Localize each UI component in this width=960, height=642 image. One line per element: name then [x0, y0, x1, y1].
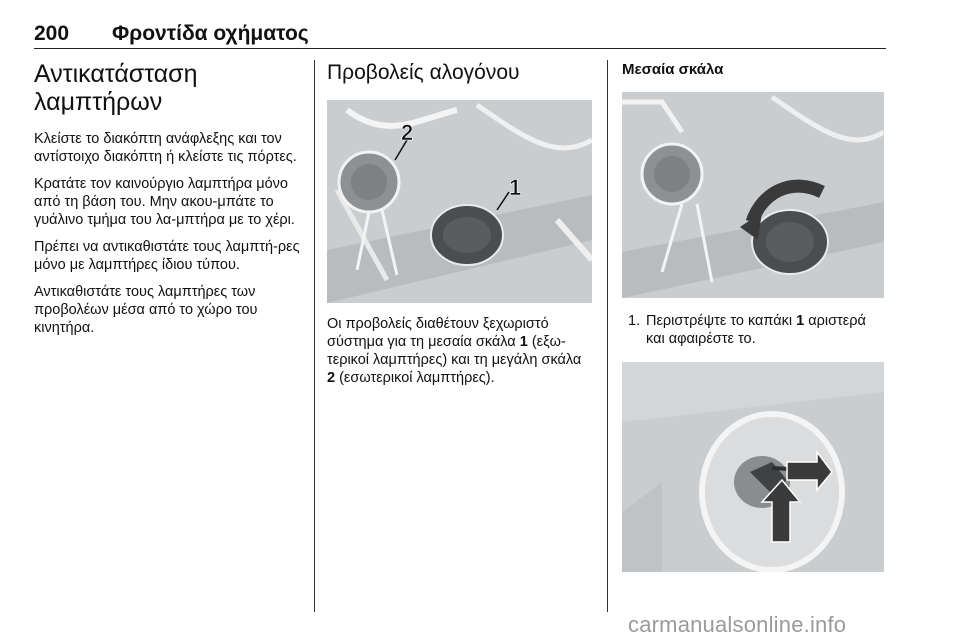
subsection-title-low-beam: Μεσαία σκάλα	[622, 61, 724, 78]
paragraph-separate-systems: Οι προβολείς διαθέτουν ξεχωριστό σύστημα για τη μεσαία σκάλα 1 (εξω-τερικοί λαμπτήρες) και τη μεγάλη σκάλα 2 (εσωτερικοί λαμπτήρες).	[327, 316, 582, 386]
section-title-halogen-headlights: Προβολείς αλογόνου	[327, 61, 520, 84]
title-line-1: Αντικατάσταση	[34, 60, 198, 88]
remove-bulb-illustration	[622, 362, 884, 572]
step-number: 1.	[628, 313, 641, 329]
ref-1: 1	[796, 313, 805, 329]
column-divider-right	[607, 60, 608, 612]
paragraph-same-type: Πρέπει να αντικαθιστάτε τους λαμπτή-ρες μόνο με λαμπτήρες ίδιου τύπου.	[34, 239, 300, 273]
column-left	[34, 60, 302, 346]
paragraph-ignition: Κλείστε το διακόπτη ανάφλεξης και τον αντίστοιχο διακόπτη ή κλείστε τις πόρτες.	[34, 131, 297, 165]
watermark: carmanualsonline.info	[628, 612, 847, 637]
ref-2: 2	[327, 370, 336, 386]
callout-1: 1	[509, 175, 522, 200]
column-middle	[327, 60, 592, 396]
callout-2: 2	[401, 120, 414, 145]
page-header	[34, 20, 886, 50]
page-number: 200	[34, 22, 70, 45]
ref-1: 1	[519, 334, 528, 350]
section-title-bulb-replacement	[34, 60, 302, 116]
header-rule	[34, 48, 886, 49]
rotate-cap-illustration	[622, 92, 884, 298]
paragraph-engine-bay: Αντικαθιστάτε τους λαμπτήρες των προβολέων μέσα από το χώρο του κινητήρα.	[34, 284, 258, 336]
column-divider-left	[314, 60, 315, 612]
step-1: 1. Περιστρέψτε το καπάκι 1 αριστερά και αφαιρέστε το.	[628, 313, 866, 347]
column-right	[622, 60, 884, 572]
paragraph-hold-bulb: Κρατάτε τον καινούργιο λαμπτήρα μόνο από τη βάση του. Μην ακου-μπάτε το γυάλινο τμήμα του λα-μπτήρα με το χέρι.	[34, 176, 295, 228]
running-title: Φροντίδα οχήματος	[112, 22, 309, 45]
title-line-2: λαμπτήρων	[34, 88, 163, 116]
headlight-caps-illustration	[327, 100, 592, 303]
